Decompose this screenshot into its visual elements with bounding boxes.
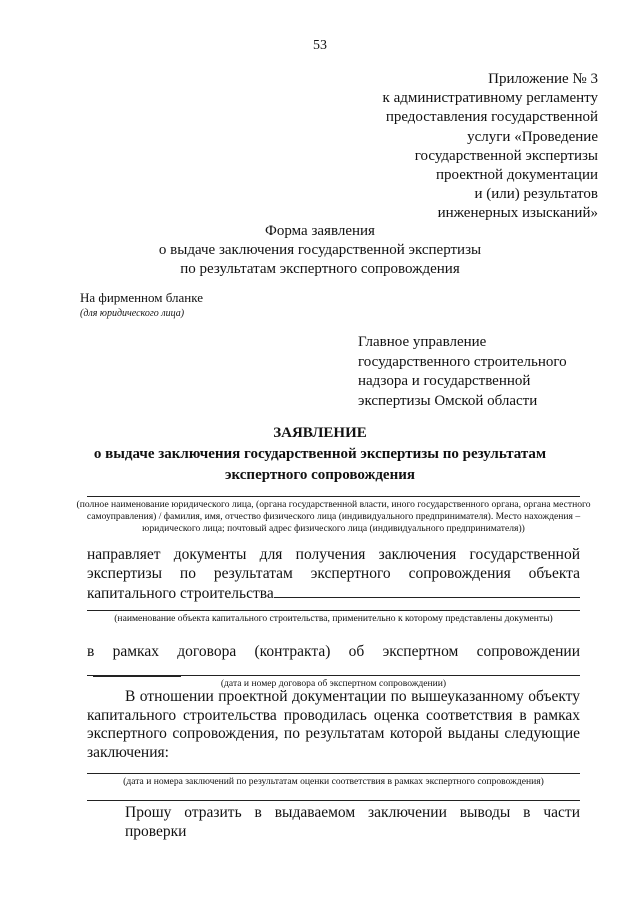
contract-label: в рамках договора (контракта) об экспертном сопровождении (87, 643, 580, 660)
addressee-line: экспертизы Омской области (358, 392, 538, 409)
object-label: капитального строительства (87, 585, 274, 602)
letterhead-note (80, 290, 203, 322)
appendix-line: инженерных изысканий» (437, 205, 598, 222)
form-title-line: Форма заявления (265, 223, 375, 239)
application-subtitle: экспертного сопровождения (225, 467, 415, 483)
form-title-line: о выдаче заключения государственной экспертизы (158, 242, 482, 258)
paragraph-line: направляет документы для получения заключения государственной (87, 546, 580, 563)
application-title (0, 424, 640, 485)
appendix-line: государственной экспертизы (414, 147, 598, 164)
sends-paragraph (87, 546, 580, 604)
paragraph-line (87, 583, 580, 604)
page-number: 53 (313, 38, 327, 53)
paragraph-line: экспертного сопровождения, по результатам которой выданы следующие (87, 725, 580, 742)
appendix-line: к административному регламенту (382, 90, 598, 107)
appendix-reference (383, 70, 598, 224)
contract-caption: (дата и номер договора об экспертном сопровождении) (220, 678, 447, 689)
addressee-line: государственного строительного (358, 353, 567, 370)
appendix-line: проектной документации (436, 167, 598, 184)
appendix-line: услуги «Проведение (467, 128, 598, 145)
appendix-line: предоставления государственной (385, 109, 598, 126)
request-paragraph (87, 804, 580, 841)
paragraph-line: капитального строительства проводилась оценка соответствия в рамках (87, 706, 580, 724)
conclusions-field-line[interactable] (87, 773, 580, 774)
letterhead-hint: (для юридического лица) (80, 308, 185, 319)
paragraph-line: заключения: (87, 743, 169, 761)
addressee-line: Главное управление (358, 334, 487, 350)
applicant-caption: (полное наименование юридического лица, (органа государственной власти, иного государственного органа, органа местного самоуправления) / фамилия, имя, отчество физического лица (индивидуального предпринимателя). Место нахождения – юридического лица; почтовый адрес физического лица (индивидуального предпринимателя)) (76, 499, 591, 534)
form-title-line: по результатам экспертного сопровождения (180, 261, 460, 277)
application-heading: ЗАЯВЛЕНИЕ (273, 425, 367, 441)
contract-row (87, 643, 580, 682)
object-field-line[interactable] (87, 610, 580, 611)
addressee-line: надзора и государственной (358, 373, 531, 389)
contract-field-line[interactable] (87, 675, 580, 676)
paragraph-line: экспертизы по результатам экспертного сопровождения объекта (87, 564, 580, 582)
letterhead-label: На фирменном бланке (80, 290, 203, 305)
conclusions-field-line[interactable] (87, 800, 580, 801)
conclusions-caption: (дата и номера заключений по результатам оценки соответствия в рамках экспертного сопровождения) (123, 776, 544, 787)
appendix-line: Приложение № 3 (488, 71, 598, 87)
form-title (0, 222, 640, 279)
paragraph-line: В отношении проектной документации по вышеуказанному объекту (125, 688, 580, 705)
object-name-field[interactable] (274, 583, 580, 598)
application-subtitle: о выдаче заключения государственной экспертизы по результатам (93, 446, 547, 462)
object-caption: (наименование объекта капитального строительства, применительно к которому представлены документы) (114, 613, 553, 624)
paragraph-line: Прошу отразить в выдаваемом заключении выводы в части проверки (125, 804, 580, 840)
applicant-field-line[interactable] (87, 496, 580, 497)
assessment-paragraph (87, 688, 580, 762)
addressee-block (358, 333, 567, 411)
appendix-line: и (или) результатов (474, 186, 598, 203)
